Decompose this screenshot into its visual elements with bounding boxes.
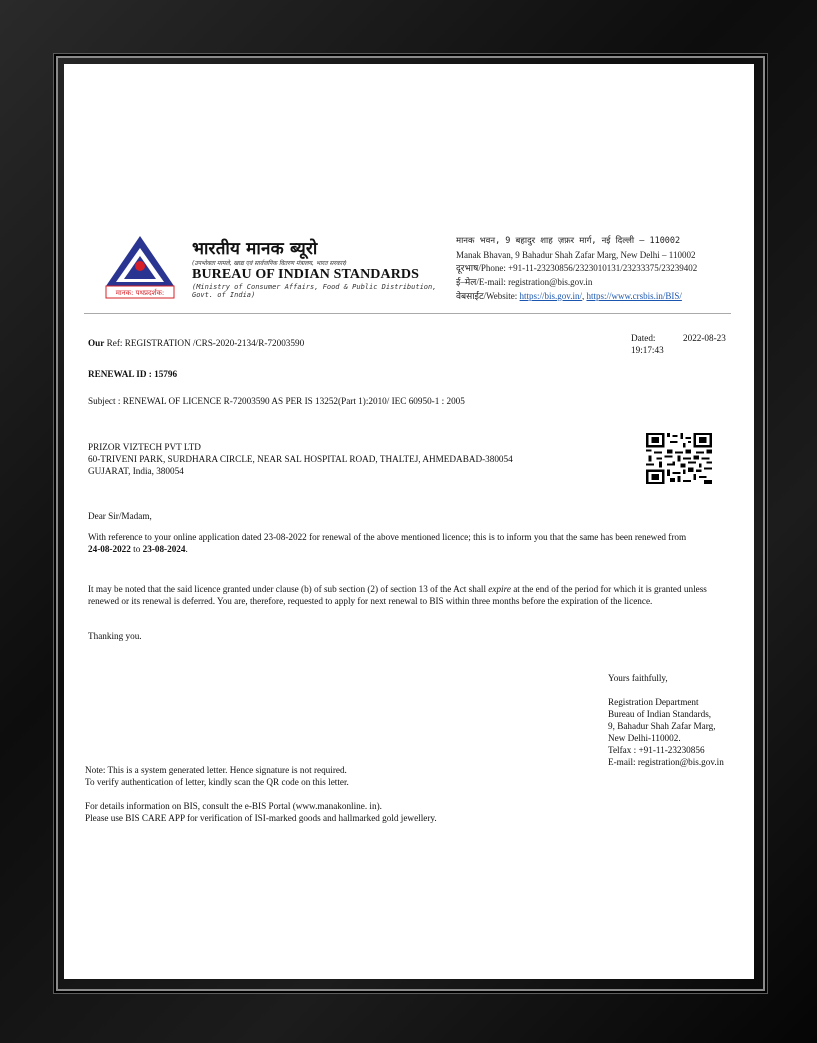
header-address-block xyxy=(456,235,697,304)
info-line-2: Please use BIS CARE APP for verification of ISI-marked goods and hallmarked gold jewellery. xyxy=(85,813,437,823)
qr-code[interactable] xyxy=(646,433,712,484)
sign-address-1: 9, Bahadur Shah Zafar Marg, xyxy=(608,721,716,731)
renewal-id: RENEWAL ID : 15796 xyxy=(88,369,178,379)
logo-motto: मानक: पथप्रदर्शक: xyxy=(115,289,165,297)
sign-address-2: New Delhi-110002. xyxy=(608,733,681,743)
hindi-title: भारतीय मानक ब्यूरो xyxy=(192,239,318,259)
website-link-crsbis[interactable]: https://www.crsbis.in/BIS/ xyxy=(586,290,682,301)
salutation: Dear Sir/Madam, xyxy=(88,511,152,521)
ref-number: Ref: REGISTRATION /CRS-2020-2134/R-72003590 xyxy=(104,338,305,348)
email-line: ई–मेल/E-mail: registration@bis.gov.in xyxy=(456,277,593,288)
para1-text: With reference to your online application dated 23-08-2022 for renewal of the above mentioned licence; this is to inform you that the same has been renewed from xyxy=(88,532,687,542)
valid-to: 23-08-2024 xyxy=(142,544,186,554)
reference-line xyxy=(88,337,304,349)
bis-logo xyxy=(104,234,176,300)
english-title: BUREAU OF INDIAN STANDARDS xyxy=(192,267,420,282)
paragraph-expiry xyxy=(88,583,733,607)
paragraph-renewal xyxy=(88,531,733,555)
website-separator: , xyxy=(581,290,587,301)
website-link-bis[interactable]: https://bis.gov.in/ xyxy=(519,290,582,301)
sign-off: Yours faithfully, xyxy=(608,673,668,683)
dated-date: 2022-08-23 xyxy=(683,333,726,343)
dated-time: 19:17:43 xyxy=(631,345,664,355)
address-hindi: मानक भवन, 9 बहादुर शाह ज़फ़र मार्ग, नई दिल्ली – 110002 xyxy=(456,236,681,246)
thanks-line: Thanking you. xyxy=(88,631,142,641)
company-address-1: 60-TRIVENI PARK, SURDHARA CIRCLE, NEAR SAL HOSPITAL ROAD, THALTEJ, AHMEDABAD-380054 xyxy=(88,454,513,464)
sign-bureau: Bureau of Indian Standards, xyxy=(608,709,712,719)
para1-end: . xyxy=(185,544,188,554)
valid-from: 24-08-2022 xyxy=(88,544,131,554)
para2-text-b: at the end of the period for which it is granted unless renewed or its renewal is deferred. You are, therefore, requested to apply for next renewal to BIS within three months before the expiration of the licence. xyxy=(88,584,707,606)
system-note xyxy=(85,764,349,788)
ministry-line: (Ministry of Consumer Affairs, Food & Public Distribution, Govt. of India) xyxy=(192,283,437,299)
ref-our: Our xyxy=(88,338,105,348)
phone-line: दूरभाष/Phone: +91-11-23230856/2323010131/23233375/23239402 xyxy=(456,263,698,274)
dated-label: Dated: xyxy=(631,333,656,343)
signature-block xyxy=(608,696,724,768)
para1-to: to xyxy=(130,544,143,554)
company-address-2: GUJARAT, India, 380054 xyxy=(88,466,184,476)
hindi-subtitle: (उपभोक्ता मामले, खाद्य एवं सार्वजनिक वितरण मंत्रालय, भारत सरकार) xyxy=(192,260,347,267)
para2-expire: expire xyxy=(488,584,511,594)
sign-telfax: Telfax : +91-11-23230856 xyxy=(608,745,705,755)
company-name: PRIZOR VIZTECH PVT LTD xyxy=(88,442,201,452)
note-line-1: Note: This is a system generated letter. Hence signature is not required. xyxy=(85,765,347,775)
addressee-block xyxy=(88,441,513,477)
para2-text-a: It may be noted that the said licence granted under clause (b) of sub section (2) of section 13 of the Act shall xyxy=(88,584,489,594)
info-note xyxy=(85,800,437,824)
sign-email: E-mail: registration@bis.gov.in xyxy=(608,757,724,767)
info-line-1: For details information on BIS, consult the e-BIS Portal (www.manakonline. in). xyxy=(85,801,382,811)
website-line xyxy=(456,290,697,304)
website-label: वेबसाईट/Website: xyxy=(456,290,520,301)
letter-page xyxy=(64,64,754,979)
subject-line: Subject : RENEWAL OF LICENCE R-72003590 AS PER IS 13252(Part 1):2010/ IEC 60950-1 : 2005 xyxy=(88,396,465,406)
note-line-2: To verify authentication of letter, kindly scan the QR code on this letter. xyxy=(85,777,349,787)
header-divider xyxy=(84,313,731,314)
sign-department: Registration Department xyxy=(608,697,699,707)
address-english: Manak Bhavan, 9 Bahadur Shah Zafar Marg, New Delhi – 110002 xyxy=(456,249,696,260)
